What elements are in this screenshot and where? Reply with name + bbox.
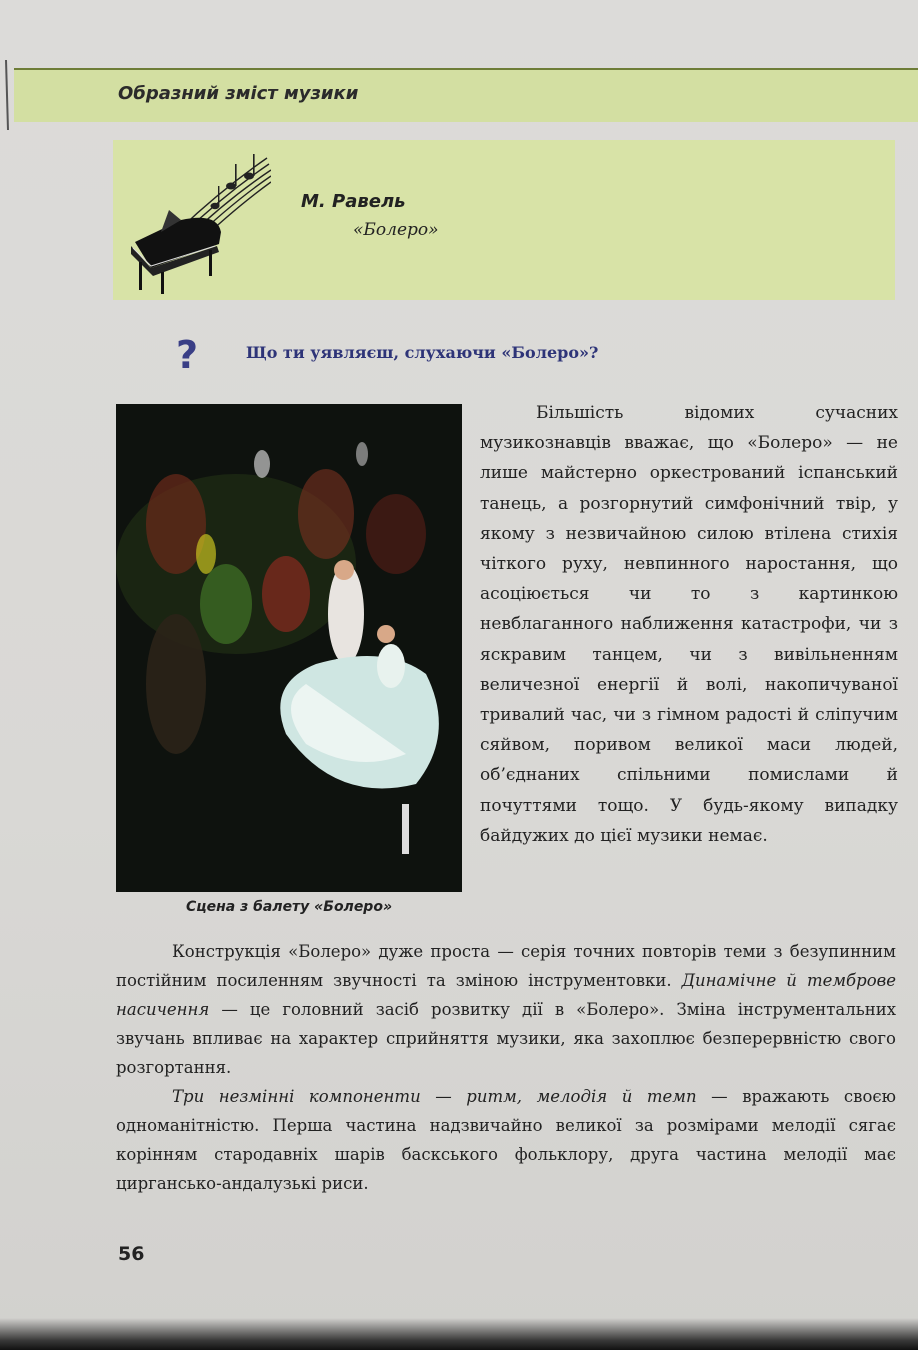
p2-emphasis: Три незмінні компоненти — ритм, мелодія й темп bbox=[172, 1087, 697, 1106]
question-icon: ? bbox=[176, 333, 199, 377]
section-header bbox=[14, 68, 918, 122]
work-title: «Болеро» bbox=[353, 220, 439, 240]
composer-panel bbox=[113, 140, 895, 300]
body-paragraph-2 bbox=[116, 1082, 896, 1198]
body-paragraph-1 bbox=[116, 937, 896, 1082]
p1-end: — це головний засіб розвитку дії в «Болеро». Зміна інструментальних звучань впливає на характер сприйняття музики, яка захоплює безперервністю свого розгортання. bbox=[116, 1000, 897, 1077]
p1-emphasis: Динамічне й темброве насичення bbox=[116, 971, 896, 1019]
composer-name: М. Равель bbox=[301, 191, 406, 212]
ballet-photo bbox=[116, 404, 462, 892]
body-text bbox=[116, 937, 896, 1198]
page-number: 56 bbox=[118, 1243, 145, 1265]
p2-end: — вражають своєю одноманітністю. Перша частина надзвичайно великої за розмірами мелодії сягає корінням стародавніх шарів баскського фольклору, друга частина мелодії має циргансько-андалузькі риси. bbox=[116, 1087, 897, 1193]
intro-paragraph: Більшість відомих сучасних музикознавців вважає, що «Болеро» — не лише майстерно оркестрований іспанський танець, а розгорнутий симфонічний твір, у якому з незвичайною силою втілена стихія чіткого руху, невпинного наростання, що асоціюється чи то з картинкою невблаганного наближення катастрофи, чи з яскравим танцем, чи з вивільненням величезної енергії й волі, накопичуваної тривалий час, чи з гімном радості й сліпучим сяйвом, поривом великої маси людей, об’єднаних спільними помислами й почуттями тощо. У будь-якому випадку байдужих до цієї музики немає. bbox=[480, 403, 898, 846]
section-title: Образний зміст музики bbox=[118, 83, 359, 104]
photo-caption: Сцена з балету «Болеро» bbox=[185, 899, 393, 915]
piano-icon bbox=[121, 150, 271, 295]
intro-column bbox=[480, 398, 898, 851]
page-edge-shadow bbox=[0, 1318, 918, 1350]
p1-start: Конструкція «Болеро» дуже проста — серія точних повторів теми з безупинним постійним посиленням звучності та зміною інструментовки. bbox=[116, 942, 896, 990]
question-text: Що ти уявляєш, слухаючи «Болеро»? bbox=[246, 343, 599, 362]
